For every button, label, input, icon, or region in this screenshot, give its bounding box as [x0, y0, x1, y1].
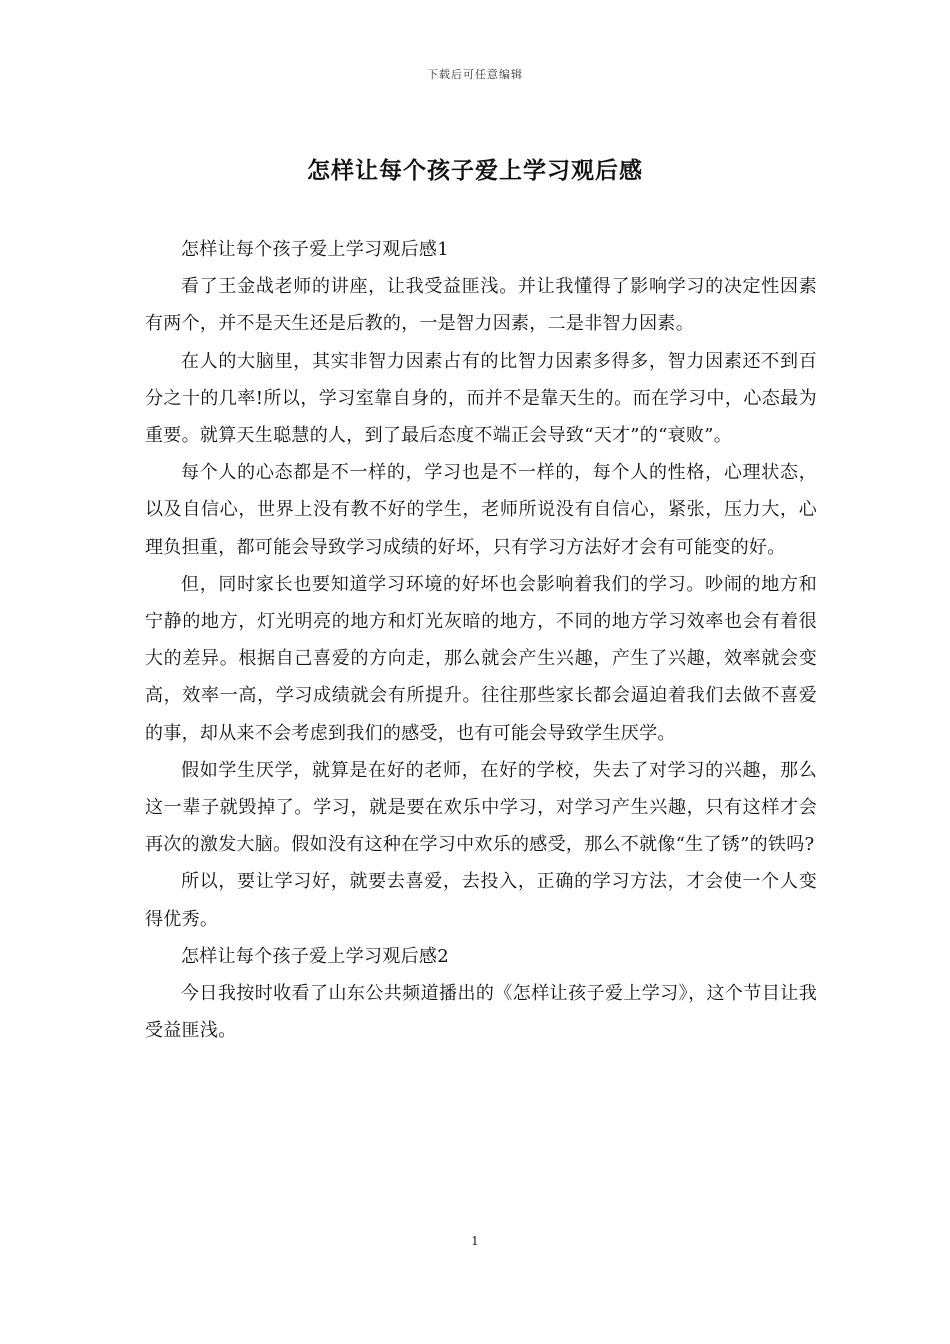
- body-paragraph: 在人的大脑里，其实非智力因素占有的比智力因素多得多，智力因素还不到百分之十的几率!所以，学习室靠自身的，而并不是靠天生的。而在学习中，心态最为重要。就算天生聪慧的人，到了最后态度不端正会导致“天才”的“衰败”。: [145, 350, 817, 447]
- body-paragraph: 假如学生厌学，就算是在好的老师，在好的学校，失去了对学习的兴趣，那么这一辈子就毁掉了。学习，就是要在欢乐中学习，对学习产生兴趣，只有这样才会再次的激发大脑。假如没有这种在学习中欢乐的感受，那么不就像“生了锈”的铁吗?: [145, 759, 817, 856]
- body-paragraph: 每个人的心态都是不一样的，学习也是不一样的，每个人的性格，心理状态，以及自信心，世界上没有教不好的学生，老师所说没有自信心，紧张，压力大，心理负担重，都可能会导致学习成绩的好坏，只有学习方法好才会有可能变的好。: [145, 462, 817, 558]
- page-number: 1: [471, 1234, 479, 1248]
- body-paragraph: 但，同时家长也要知道学习环境的好坏也会影响着我们的学习。吵闹的地方和宁静的地方，灯光明亮的地方和灯光灰暗的地方，不同的地方学习效率也会有着很大的差异。根据自己喜爱的方向走，那么就会产生兴趣，产生了兴趣，效率就会变高，效率一高，学习成绩就会有所提升。往往那些家长都会逼迫着我们去做不喜爱的事，却从来不会考虑到我们的感受，也有可能会导致学生厌学。: [145, 573, 817, 744]
- section-heading-1: 怎样让每个孩子爱上学习观后感1: [181, 239, 449, 260]
- body-paragraph: 今日我按时收看了山东公共频道播出的《怎样让孩子爱上学习》，这个节目让我受益匪浅。: [145, 983, 817, 1042]
- document-title: 怎样让每个孩子爱上学习观后感: [307, 157, 643, 184]
- body-paragraph: 看了王金战老师的讲座，让我受益匪浅。并让我懂得了影响学习的决定性因素有两个，并不是天生还是后教的，一是智力因素，二是非智力因素。: [145, 276, 817, 335]
- document-body: [145, 231, 817, 1049]
- page-header-note: 下载后可任意编辑: [427, 68, 523, 81]
- body-paragraph: 所以，要让学习好，就要去喜爱，去投入，正确的学习方法，才会使一个人变得优秀。: [145, 871, 817, 930]
- section-heading-2: 怎样让每个孩子爱上学习观后感2: [181, 945, 449, 967]
